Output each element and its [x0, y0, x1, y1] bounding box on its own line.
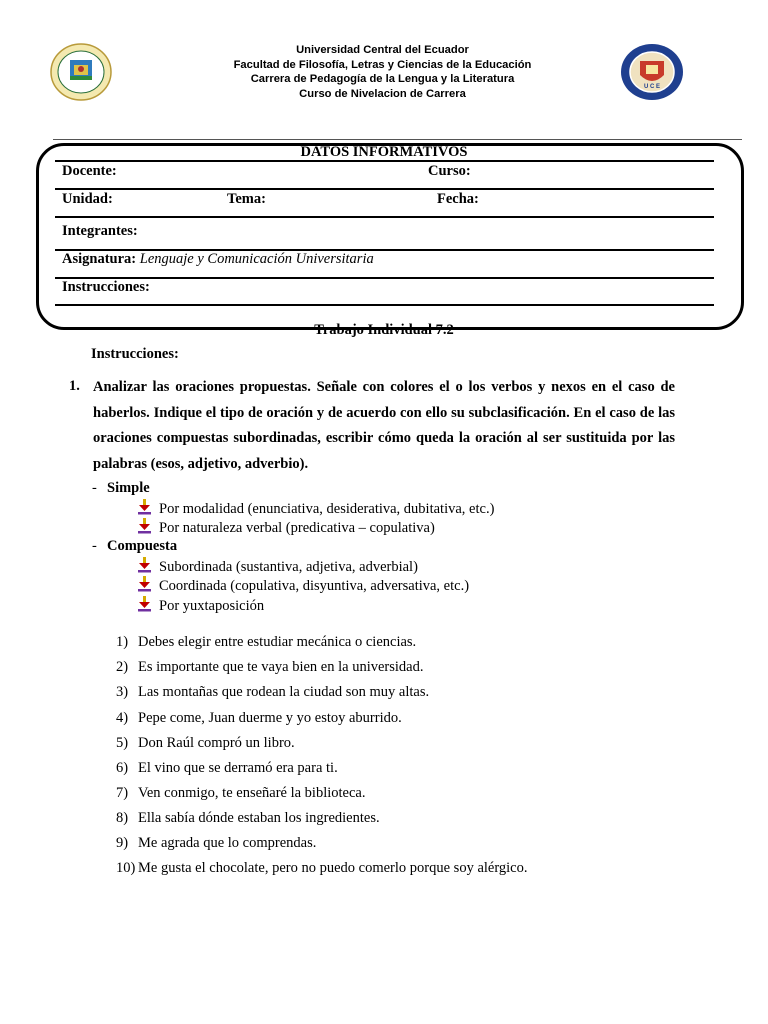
down-arrow-bullet-icon — [137, 557, 153, 573]
course-name: Curso de Nivelacion de Carrera — [299, 87, 466, 100]
university-name: Universidad Central del Ecuador — [296, 44, 469, 56]
list-item: Por naturaleza verbal (predicativa – copulativa) — [137, 518, 435, 536]
header-divider — [53, 139, 742, 140]
down-arrow-bullet-icon — [137, 518, 153, 534]
faculty-seal-logo — [620, 43, 684, 101]
question-number: 1. — [69, 378, 80, 394]
instrucciones-label: Instrucciones: — [62, 279, 150, 295]
instructions-heading: Instrucciones: — [91, 346, 179, 362]
down-arrow-bullet-icon — [137, 596, 153, 612]
example-sentence: 2) Es importante que te vaya bien en la universidad. — [116, 659, 424, 675]
row-divider — [55, 188, 714, 190]
example-sentence: 9) Me agrada que lo comprendas. — [116, 835, 317, 851]
down-arrow-bullet-icon — [137, 576, 153, 592]
list-item: Coordinada (copulativa, disyuntiva, adversativa, etc.) — [137, 576, 469, 594]
example-sentence: 4) Pepe come, Juan duerme y yo estoy aburrido. — [116, 710, 402, 726]
info-box — [36, 143, 744, 330]
tema-label: Tema: — [227, 191, 266, 207]
category-simple — [92, 480, 150, 497]
row-divider — [55, 216, 714, 218]
work-title: Trabajo Individual 7.2 — [314, 323, 454, 337]
category-dash: - — [92, 538, 97, 554]
fecha-label: Fecha: — [437, 191, 479, 207]
list-item: Por yuxtaposición — [137, 596, 264, 614]
example-sentence: 10) Me gusta el chocolate, pero no puedo comerlo porque soy alérgico. — [116, 860, 528, 876]
svg-text:U C E: U C E — [643, 84, 661, 90]
university-seal-logo — [50, 43, 112, 101]
down-arrow-bullet-icon — [137, 499, 153, 515]
asignatura-label: Asignatura: — [62, 251, 137, 267]
example-sentence: 8) Ella sabía dónde estaban los ingredientes. — [116, 810, 380, 826]
example-sentence: 1) Debes elegir entre estudiar mecánica o ciencias. — [116, 634, 417, 650]
unidad-label: Unidad: — [62, 191, 113, 207]
example-sentence: 6) El vino que se derramó era para ti. — [116, 760, 338, 776]
category-compuesta — [92, 538, 177, 555]
question-text: Analizar las oraciones propuestas. Señale con colores el o los verbos y nexos en el caso de haberlos. Indique el tipo de oración y de acuerdo con ello su subclasificación. En el caso de las oraciones compuestas subordinadas, escribir cómo queda la oración al ser sustituida por las palabras (esos, adjetivo, adverbio). — [93, 379, 675, 472]
list-item: Subordinada (sustantiva, adjetiva, adverbial) — [137, 557, 418, 575]
row-divider — [55, 160, 714, 162]
docente-label: Docente: — [62, 163, 117, 179]
example-sentence: 3) Las montañas que rodean la ciudad son muy altas. — [116, 684, 430, 700]
category-name: Simple — [107, 480, 150, 496]
institution-header — [190, 43, 575, 101]
list-item: Por modalidad (enunciativa, desiderativa, dubitativa, etc.) — [137, 499, 494, 517]
example-sentence: 7) Ven conmigo, te enseñaré la biblioteca. — [116, 785, 366, 801]
example-sentence: 5) Don Raúl compró un libro. — [116, 735, 295, 751]
asignatura-value: Lenguaje y Comunicación Universitaria — [139, 251, 374, 267]
info-box-title: DATOS INFORMATIVOS — [300, 144, 468, 160]
row-divider — [55, 277, 714, 279]
asignatura-row — [62, 251, 374, 268]
curso-label: Curso: — [428, 163, 471, 179]
career-name: Carrera de Pedagogía de la Lengua y la Literatura — [250, 73, 515, 86]
row-divider — [55, 304, 714, 306]
category-name: Compuesta — [107, 538, 178, 554]
faculty-name: Facultad de Filosofía, Letras y Ciencias de la Educación — [233, 58, 532, 71]
integrantes-label: Integrantes: — [62, 223, 138, 239]
category-dash: - — [92, 480, 97, 496]
